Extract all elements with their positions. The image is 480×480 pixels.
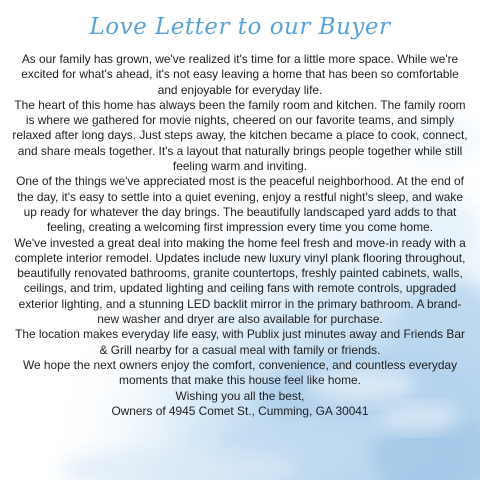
paragraph-moving-reason: As our family has grown, we've realized it's time for a little more space. While we're excited for what's ahead, it's not easy leaving a home that has been so comfortable and enjoyable for everyday life.	[21, 52, 459, 97]
paragraph-family-room-kitchen: The heart of this home has always been the family room and kitchen. The family room is where we gathered for movie nights, cheered on our favorite teams, and simply relaxed after long days. Just steps away, the kitchen became a place to cook, connect, and share meals together. It's a layout that naturally brings people together while still feeling warm and inviting.	[12, 97, 468, 174]
closing-line: Wishing you all the best,	[175, 388, 305, 403]
letter-title: Love Letter to our Buyer	[89, 14, 391, 40]
signature-line: Owners of 4945 Comet St., Cumming, GA 30041	[111, 403, 369, 418]
paragraph-closing-wish: We hope the next owners enjoy the comfort, convenience, and countless everyday moments that make this house feel like home.	[22, 357, 458, 388]
letter-body	[10, 52, 470, 419]
paragraph-remodel-updates: We've invested a great deal into making the home feel fresh and move-in ready with a complete interior remodel. Updates include new luxury vinyl plank flooring throughout, beautifully renovated bathrooms, granite countertops, freshly painted cabinets, walls, ceilings, and trim, updated lighting and ceiling fans with remote controls, upgraded exterior lighting, and a stunning LED backlit mirror in the primary bathroom. A brand-new washer and dryer are also available for purchase.	[14, 235, 466, 327]
paragraph-neighborhood: One of the things we've appreciated most is the peaceful neighborhood. At the end of the day, it's easy to settle into a quiet evening, enjoy a restful night's sleep, and wake up ready for whatever the day brings. The beautifully landscaped yard adds to that feeling, creating a welcoming first impression every time you come home.	[16, 174, 464, 235]
paragraph-location: The location makes everyday life easy, with Publix just minutes away and Friends Bar & Grill nearby for a casual meal with family or friends.	[15, 327, 465, 357]
